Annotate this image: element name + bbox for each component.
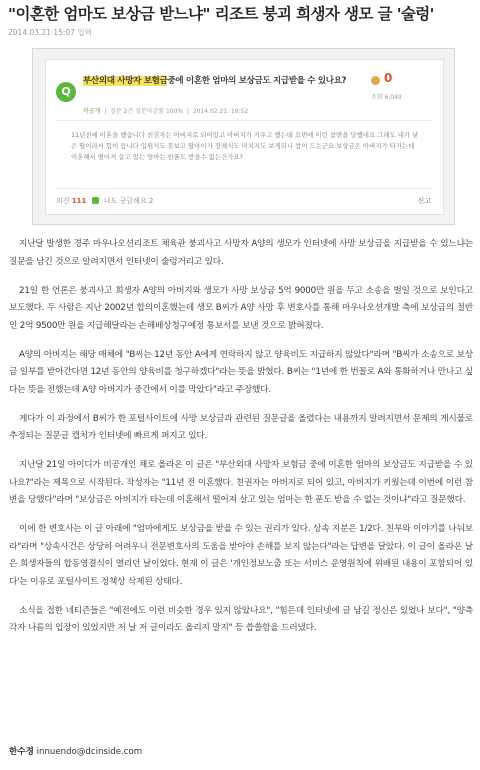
q-badge-icon: Q	[56, 82, 76, 102]
reporter-email[interactable]: innuendo@dcinside.com	[36, 747, 143, 757]
article-paragraph: 소식을 접한 네티즌들은 "예전에도 이런 비슷한 경우 있지 않았나요", "힘든데 인터넷에 글 남길 정신은 있었나 보다", "양측 각자 나름의 입장이 있었지만 저 날 저 글이라도 올리지 말지" 등 씁쓸함을 드러냈다.	[9, 605, 473, 633]
question-title-rest: 중에 이혼한 엄마의 보상금도 지급받을 수 있나요?	[167, 76, 347, 86]
opinion-bar	[56, 196, 153, 206]
thumb-icon	[92, 197, 99, 204]
question-body: 11년전에 이혼을 했습니다 친권자는 아버지로 되어있고 아버지가 키우고 했는데 요번에 이런 참변을 당했네요 그래도 내가 낳은 딸이라서 힘이 듭니다 입원식도 못보고 딸아이가 장례식도 미치지도 보게되니 참이 드는군요 보상금은 아버지가 타가는데 이혼해서 떨어져 살고 있는 엄마는 한푼도 받을수 없는건가요?	[71, 131, 419, 161]
divider	[56, 188, 433, 189]
also-curious: 나도 궁금해요 2	[103, 197, 154, 205]
medal-count: 0	[384, 71, 393, 85]
opinion-label: 의견	[56, 197, 70, 205]
question-title	[83, 74, 348, 89]
question-card	[45, 59, 444, 215]
question-title-highlight: 부산외대 사망자 보험금	[83, 76, 168, 86]
qa-screenshot-image	[32, 48, 455, 225]
view-count: 조회 6,049	[371, 94, 402, 101]
article-paragraph: A양의 아버지는 해당 매체에 "B씨는 12년 동안 A에게 연락하지 않고 양육비도 지급하지 않았다"라며 "B씨가 소송으로 보상금 일부를 받아간다면 12년 동안의 양육비를 청구하겠다"라는 뜻을 밝혔다. B씨는 "1년에 한 번꼴로 A와 통화하거나 만나고 싶다는 뜻을 전했는데 A양 아버지가 중간에서 이를 막았다"라고 주장했다.	[9, 349, 473, 395]
article-date: 2014.03.21 15:07 입력	[8, 28, 92, 37]
medal-icon	[371, 76, 380, 85]
article-paragraph: 이에 한 변호사는 이 글 아래에 "엄마에게도 보상금을 받을 수 있는 권리가 있다. 상속 지분은 1/2다. 친부와 이야기를 나눠보라"라며 "상속사건은 상당히 어려우니 전문변호사의 도움을 받아야 손해를 보지 않는다"라는 답변을 달았다. 이 글이 올라온 날은 희생자들의 합동영결식이 열리던 날이었다. 현재 이 글은 '개인정보노출 또는 서비스 운영원칙에 위배된 내용이 포함되어 있다'는 이유로 포털사이트 정책상 삭제된 상태다.	[9, 524, 473, 587]
author-meta: 질문 2건 질문마감률 100%	[110, 108, 184, 115]
report-link: 신고	[417, 197, 431, 205]
opinion-count: 111	[71, 197, 87, 205]
article-paragraph: 21일 한 언론은 붕괴사고 희생자 A양의 아버지와 생모가 사망 보상금 5억 9000만 원을 두고 소송을 벌일 것으로 보인다고 보도했다. 두 사람은 지난 2002년 합의이혼했는데 생모 B씨가 A양 사망 후 변호사를 통해 마우나오션개발 측에 보상금의 절반인 2억 9500만 원을 지급해달라는 손해배상청구예정 통보서를 보낸 것으로 밝혀졌다.	[9, 285, 473, 331]
article-paragraph: 지난달 21일 아이디가 비공개인 채로 올라온 이 글은 "부산외대 사망자 보험금 중에 이혼한 엄마의 보상금도 지급받을 수 있나요?"라는 제목으로 시작된다. 작성자는 "11년 전 이혼했다. 친권자는 아버지로 되어 있고, 아버지가 키웠는데 이번에 이런 참변을 당했다"라며 "보상금은 아버지가 타는데 이혼해서 떨어져 살고 있는 엄마는 한 푼도 받을 수 없는 것이냐"라고 질문했다.	[9, 460, 473, 505]
byline	[9, 745, 142, 757]
article-paragraph: 지난달 발생한 경주 마우나오션리조트 체육관 붕괴사고 사망자 A양의 생모가 인터넷에 사망 보상금을 지급받을 수 있느냐는 질문을 남긴 것으로 알려지면서 인터넷이 술렁거리고 있다.	[9, 239, 473, 267]
reporter-name: 한수경	[9, 747, 34, 757]
article-body	[9, 236, 473, 649]
article-paragraph: 게다가 이 과정에서 B씨가 한 포털사이트에 사망 보상금과 관련된 질문글을 올렸다는 내용까지 알려지면서 문제의 게시물로 추정되는 질문글 캡처가 인터넷에 빠르게 퍼지고 있다.	[9, 413, 473, 441]
divider	[56, 120, 433, 121]
author-name: 비공개	[83, 108, 101, 115]
posted-date: 2014.02.21. 19:52	[192, 108, 249, 115]
article-headline: "이혼한 엄마도 보상금 받느냐" 리조트 붕괴 희생자 생모 글 '술렁'	[8, 5, 434, 23]
question-author-line: 비공개 | 질문 2건 질문마감률 100% | 2014.02.21. 19:52	[83, 108, 249, 115]
